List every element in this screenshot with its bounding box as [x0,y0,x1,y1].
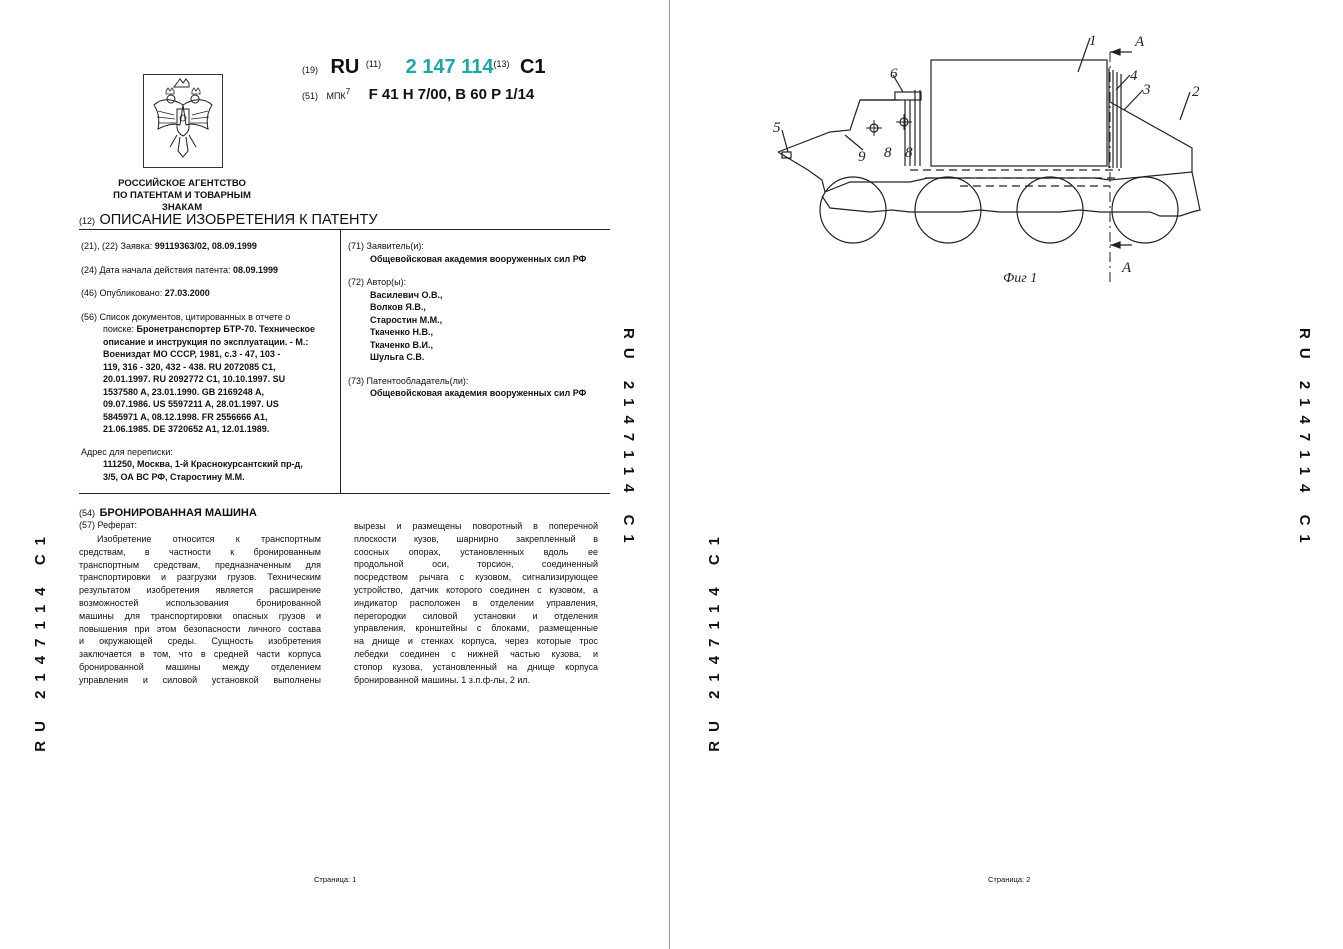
citation-line: 1537580 A, 23.01.1990. GB 2169248 A, [103,386,264,397]
code-19: (19) [302,65,319,75]
field-72 [348,276,610,364]
abstract-line: плоскости кузов, шарнирно закрепленный в [354,533,598,544]
field-24 [81,264,338,277]
citation-line: 5845971 A, 08.12.1998. FR 2556666 A1, [103,411,268,422]
vertical-patent-label-right-p2: RU 2147114 C1 [1296,328,1313,552]
agency-name [92,178,272,214]
leader-3 [1124,90,1143,110]
label-2: 2 [1192,84,1200,100]
page-number-2: Страница: 2 [988,875,1031,884]
vertical-patent-label-left-p2: RU 2147114 C1 [706,528,723,752]
code-54: (54) [79,508,96,518]
field-71-value: Общевойсковая академия вооруженных сил РФ [370,253,587,264]
label-4: 4 [1130,68,1138,84]
label-8b: 8 [905,145,913,161]
citation-line: Воениздат МО СССР, 1981, с.3 - 47, 103 - [103,349,281,359]
publication-number-line [302,56,546,79]
abstract-line: бронированной машины. 1 з.п.ф-лы, 2 ил. [354,674,531,685]
hull-outline [778,152,1200,216]
field-46-code: (46) [81,288,98,298]
author-name: Шульга С.В. [370,352,425,362]
label-9: 9 [858,149,866,165]
abstract-line: индикатор расположен в отделении управления, [354,597,598,608]
correspondence-address [81,446,338,484]
leader-2 [1180,92,1190,120]
abstract-label: Реферат: [97,520,137,530]
label-3: 3 [1143,82,1151,98]
left-bibliographic-fields [81,240,338,483]
author-name: Старостин М.М., [370,314,443,325]
ipc-line [302,86,534,104]
abstract-line: результатом изобретения является расширение [79,585,321,596]
code-13: (13) [493,59,510,69]
section-label-bottom: A [1122,260,1132,276]
figure-1-armored-vehicle-drawing [760,30,1280,290]
invention-title [79,503,257,521]
field-46-value: 27.03.2000 [164,288,210,298]
abstract-line: Изобретение относится к транспортным [97,534,321,544]
leader-9 [845,135,863,150]
field-71-code: (71) [348,241,365,251]
abstract-line: управления и силовой установкой выполнены [79,674,321,685]
author-name: Ткаченко В.И., [370,339,433,350]
field-56-code: (56) [81,311,98,322]
right-bibliographic-fields [348,240,610,400]
author-list [348,289,610,364]
title-rule [79,229,610,230]
field-71 [348,240,610,265]
abstract-column-1 [79,533,321,687]
citation-line: описание и инструкция по эксплуатации. - М.: [103,336,309,347]
field-24-label: Дата начала действия патента: [99,264,231,275]
field-73 [348,375,610,400]
field-56-line2-value: Бронетранспортер БТР-70. Техническое [136,324,316,334]
author-name: Волков Я.В., [370,302,426,312]
leader-4 [1116,75,1130,90]
abstract-line: стопор кузова, установленный на днище корпуса [354,661,598,672]
citation-line: 20.01.1997. RU 2092772 C1, 10.10.1997. SU [103,374,286,384]
field-56 [81,311,338,436]
field-46 [81,287,338,300]
wheel-2 [915,177,981,243]
invention-title-text: БРОНИРОВАННАЯ МАШИНА [99,507,257,519]
kind-code: C1 [519,56,546,78]
code-57: (57) [79,520,96,530]
label-8a: 8 [884,145,892,161]
abstract-line: перегородки силовой установки и отделения [354,610,598,621]
mpk-superscript: 7 [345,87,351,96]
agency-line-1: РОССИЙСКОЕ АГЕНТСТВО [118,178,246,189]
abstract-line: средствам, в частности к бронированным [79,546,321,557]
code-11: (11) [365,59,382,69]
label-1: 1 [1089,33,1097,49]
rear-hull [1110,102,1192,172]
hatch-6 [895,92,921,100]
abstract-line: и окружающей среды. Сущность изобретения [79,636,321,647]
wheel-3 [1017,177,1083,243]
field-72-code: (72) [348,277,365,287]
abstract-line: соосных опорах, установленных вдоль ее [354,546,598,557]
front-glacis [778,100,900,152]
abstract-line: вырезы и размещены поворотный в поперечной [354,521,598,531]
field-24-code: (24) [81,264,98,275]
citation-line: 21.06.1985. DE 3720652 A1, 12.01.1989. [103,424,270,434]
abstract-line: на днище и стенках корпуса, через которые трос [354,636,598,647]
coat-of-arms-emblem [143,74,223,168]
document-title-text: ОПИСАНИЕ ИЗОБРЕТЕНИЯ К ПАТЕНТУ [99,212,378,228]
field-24-value: 08.09.1999 [233,264,279,275]
abstract-line: машины для транспортировки опасных грузов и [79,610,321,621]
author-name: Ткаченко Н.В., [370,327,433,337]
abstract-line: заключается в том, что в средней части корпуса [79,649,321,660]
vertical-patent-label-right: RU 2147114 C1 [620,328,637,552]
citation-line: 119, 316 - 320, 432 - 438. RU 2072085 C1, [103,361,276,372]
fields-bottom-rule [79,493,610,494]
column-divider [340,229,341,493]
abstract-column-2 [354,520,598,686]
agency-line-2: ПО ПАТЕНТАМ И ТОВАРНЫМ ЗНАКАМ [113,190,251,213]
vertical-patent-label-left: RU 2147114 C1 [32,528,49,752]
label-5: 5 [773,120,781,136]
field-46-label: Опубликовано: [99,288,163,298]
author-name: Василевич О.В., [370,289,443,300]
field-21-label: Заявка: [120,241,153,251]
mpk-label: МПК [326,91,346,101]
section-label-top: A [1135,34,1145,50]
abstract-line: устройство, датчик которого соединен с кузовом, а [354,584,598,595]
field-72-label: Автор(ы): [366,277,407,287]
abstract-line: управления, кронштейны с блоками, размещенные [354,623,598,634]
field-56-line1: Список документов, цитированных в отчете о [99,311,291,322]
field-21-value: 99119363/02, 08.09.1999 [154,241,257,251]
document-title [79,211,378,229]
field-56-citations [81,336,338,436]
abstract-line: транспортировки и разгрузки грузов. Техническим [79,572,321,583]
page-2 [670,0,1343,949]
double-headed-eagle-icon [144,75,222,167]
field-56-line2-label: поиске: [103,324,134,334]
field-73-label: Патентообладатель(ли): [366,375,469,386]
abstract-line: бронированной машины между отделением [79,661,321,672]
ipc-classification: F 41 H 7/00, B 60 P 1/14 [368,86,535,103]
country-code: RU [330,56,360,78]
abstract-line: повышения при этом безопасности личного состава [79,623,321,634]
field-73-code: (73) [348,375,365,386]
cargo-body [931,60,1107,166]
abstract-heading [79,520,137,530]
abstract-line: транспортным средствам, предназначенным для [79,559,321,570]
figure-caption: Фиг 1 [1003,271,1038,286]
page-number-1: Страница: 1 [314,875,357,884]
address-line: 3/5, ОА ВС РФ, Старостину М.М. [103,471,245,482]
code-51: (51) [302,91,319,101]
address-line: 111250, Москва, 1-й Краснокурсантский пр-д, [103,459,303,469]
field-71-label: Заявитель(и): [366,241,424,251]
abstract-line: возможностей использования бронированной [79,597,321,608]
label-6: 6 [890,66,898,82]
code-12: (12) [79,216,96,226]
abstract-line: лебедки соединен с нижней частью кузова, и [354,648,598,659]
citation-line: 09.07.1986. US 5597211 A, 28.01.1997. US [103,399,279,409]
abstract-line: продольной оси, торсион, соединенный [354,559,598,570]
wheel-4 [1112,177,1178,243]
field-21-22 [81,240,338,253]
page-1 [0,0,670,949]
abstract-line: посредством рычага с кузовом, сигнализирующее [354,572,598,583]
address-label: Адрес для переписки: [81,446,173,457]
patent-number: 2 147 114 [405,56,494,78]
field-73-value: Общевойсковая академия вооруженных сил РФ [370,388,587,398]
field-21-code: (21), (22) [81,241,119,251]
